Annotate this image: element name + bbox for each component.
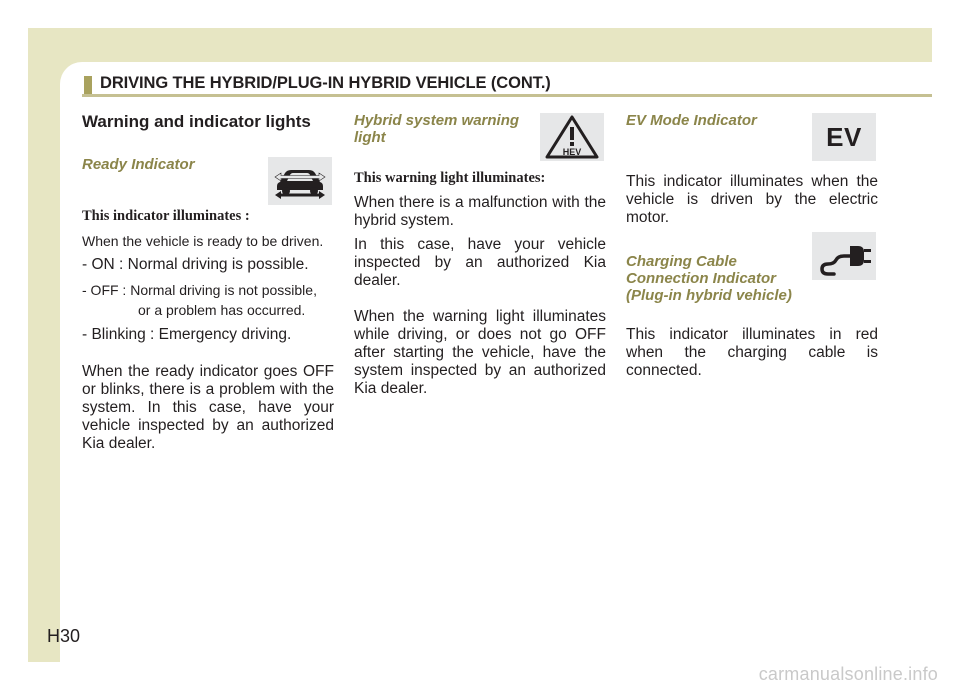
- ready-item-blinking: - Blinking : Emergency driving.: [82, 326, 292, 343]
- charging-title-line3: (Plug-in hybrid vehicle): [626, 287, 792, 304]
- ready-indicator-title: Ready Indicator: [82, 156, 195, 173]
- ev-mode-body: This indicator illuminates when the vehicle is driven by the electric motor.: [626, 173, 878, 226]
- page-number: H30: [47, 626, 81, 646]
- hev-warning-icon-box: [540, 113, 604, 161]
- ev-mode-title: EV Mode Indicator: [626, 112, 757, 129]
- charging-icon-box: [812, 232, 876, 280]
- hev-icon-label: HEV: [562, 147, 582, 157]
- ready-item-on: - ON : Normal driving is possible.: [82, 256, 309, 273]
- hybrid-warning-title-line2: light: [354, 129, 386, 146]
- hybrid-warning-lead: This warning light illuminates:: [354, 170, 546, 186]
- hybrid-ready-car-icon: [271, 159, 329, 203]
- ready-intro: When the vehicle is ready to be driven.: [82, 233, 324, 249]
- page-heading: Warning and indicator lights: [82, 112, 311, 131]
- charging-title-line2: Connection Indicator: [626, 270, 776, 287]
- header-accent-bar: [84, 76, 92, 95]
- watermark: carmanualsonline.info: [758, 664, 938, 684]
- hev-warning-triangle-icon: [542, 114, 602, 160]
- header-rule: [82, 94, 932, 97]
- ready-indicator-icon-box: [268, 157, 332, 205]
- charging-plug-icon: [814, 234, 874, 278]
- ready-item-off-cont: or a problem has occurred.: [138, 302, 306, 318]
- charging-body: This indicator illuminates in red when the charging cable is connected.: [626, 326, 878, 379]
- ready-lead: This indicator illuminates :: [82, 208, 250, 224]
- ready-body: When the ready indicator goes OFF or blinks, there is a problem with the system. In this case, have your vehicle inspected by an authorized Kia dealer.: [82, 363, 334, 452]
- charging-title-line1: Charging Cable: [626, 253, 737, 270]
- hybrid-warning-p1: When there is a malfunction with the hybrid system.: [354, 194, 606, 229]
- section-header-title: DRIVING THE HYBRID/PLUG-IN HYBRID VEHICLE (CONT.): [100, 74, 551, 92]
- hybrid-warning-p2: In this case, have your vehicle inspected by an authorized Kia dealer.: [354, 236, 606, 289]
- ev-mode-icon-box: [812, 113, 876, 161]
- ev-mode-icon: EV: [826, 121, 862, 152]
- hybrid-warning-p3: When the warning light illuminates while driving, or does not go OFF after starting the vehicle, have the system inspected by an authorized Kia dealer.: [354, 308, 606, 397]
- ready-item-off: - OFF : Normal driving is not possible,: [82, 282, 317, 298]
- hybrid-warning-title-line1: Hybrid system warning: [354, 112, 520, 129]
